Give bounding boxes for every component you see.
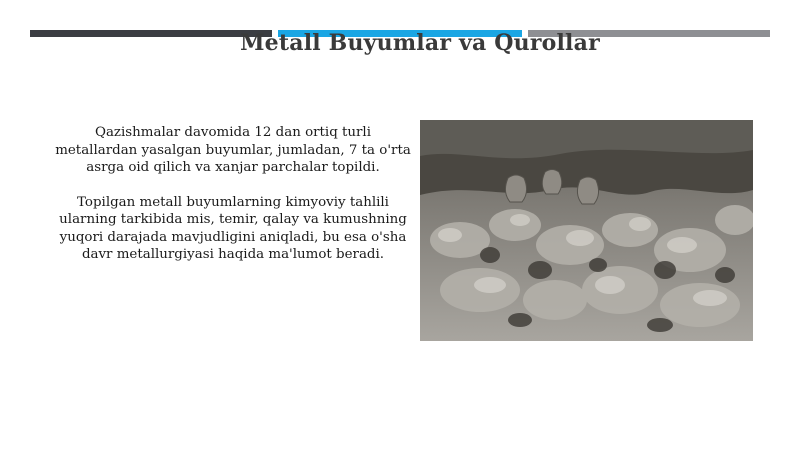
excavation-photo-graphic	[420, 120, 753, 341]
paragraph-2: Topilgan metall buyumlarning kimyoviy tahlili ularning tarkibida mis, temir, qalay va kumushning yuqori darajada mavjudligini aniqladi, bu esa o'sha davr metallurgiyasi haqida ma'lumot beradi.	[59, 194, 407, 262]
paragraph-1: Qazishmalar davomida 12 dan ortiq turli metallardan yasalgan buyumlar, jumladan, 7 ta o'rta asrga oid qilich va xanjar parchalar topildi.	[55, 125, 411, 175]
slide-title: Metall Buyumlar va Qurollar	[240, 30, 600, 56]
excavation-photo	[420, 120, 753, 341]
body-text	[52, 124, 414, 264]
